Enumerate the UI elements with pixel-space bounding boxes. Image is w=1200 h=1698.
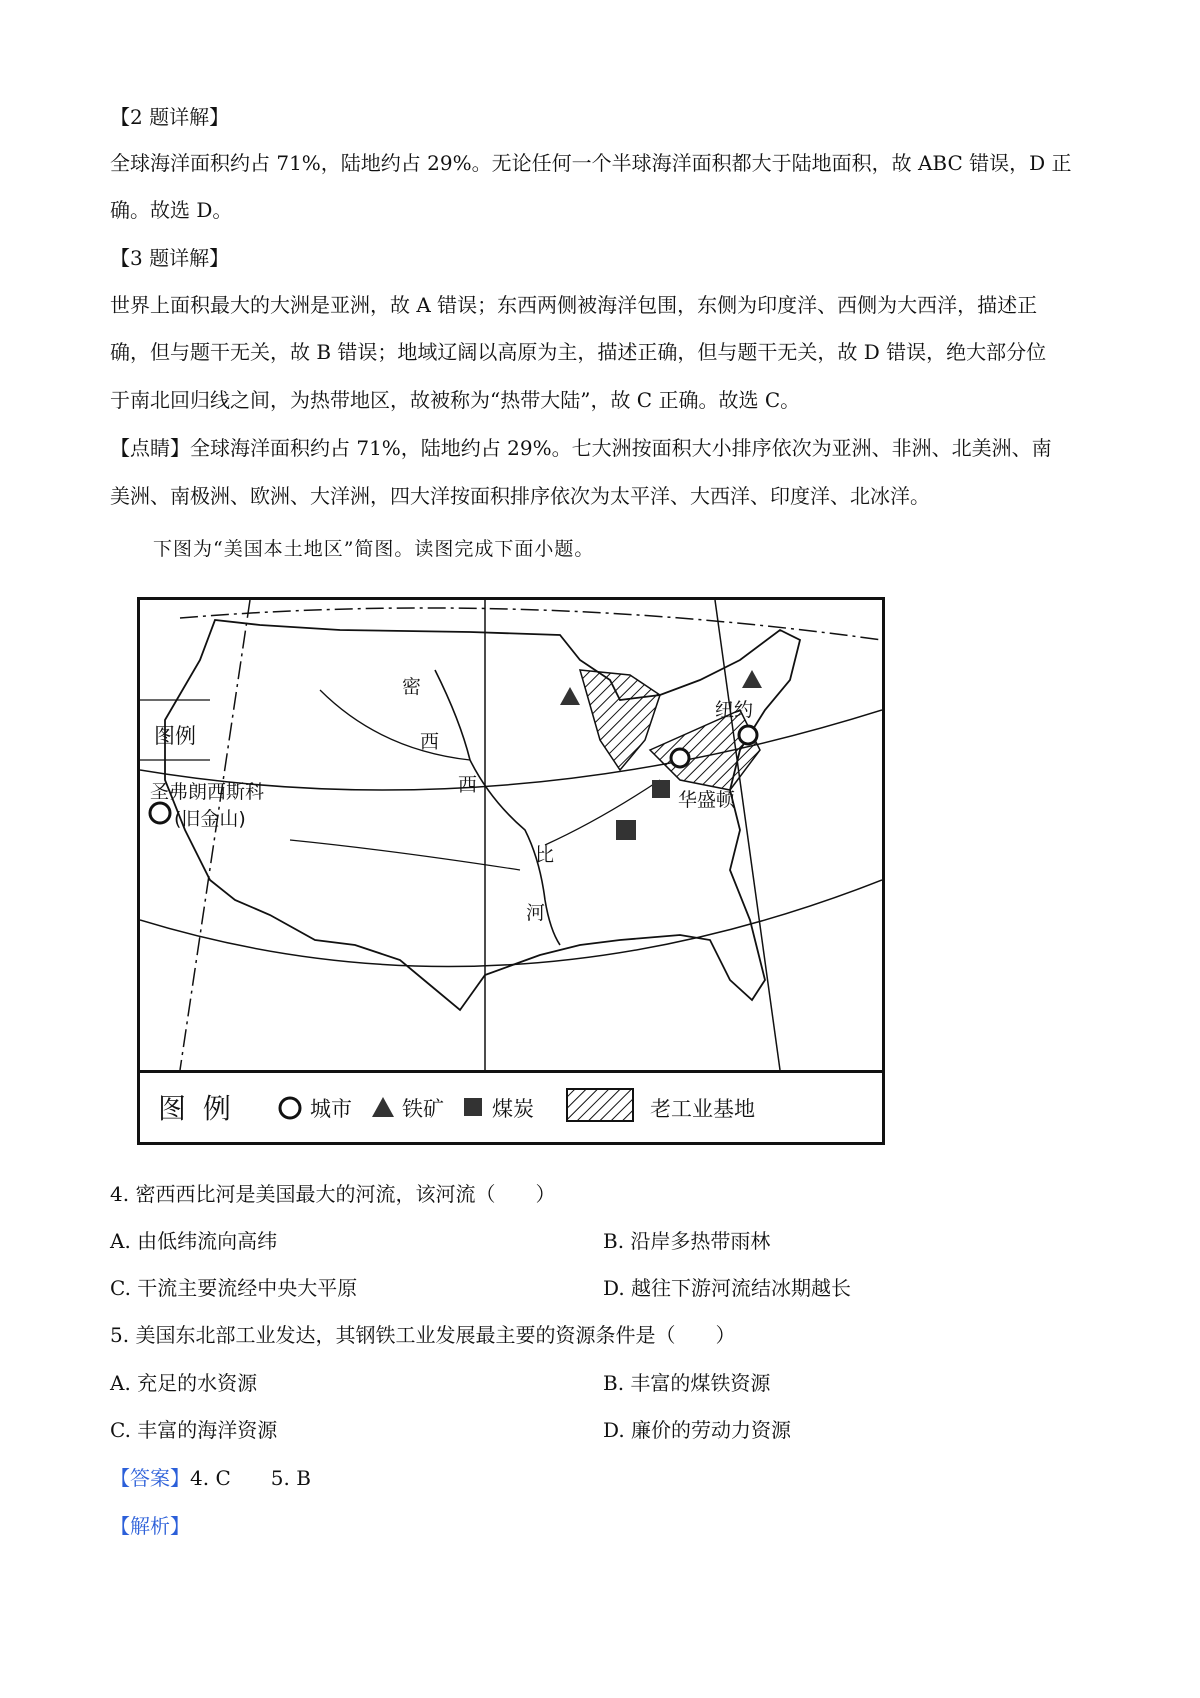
latitude-line [140,880,882,967]
river-label-char: 密 [402,676,422,698]
q3-text-line-1: 世界上面积最大的大洲是亚洲，故 A 错误；东西两侧被海洋包围，东侧为印度洋、西侧为大西洋，描述正 [110,293,1038,317]
iron-legend-icon [370,1095,396,1119]
inset-legend-title: 图例 [154,724,196,748]
answer-q5: 5. B [270,1466,311,1490]
q4-stem: 4. 密西西比河是美国最大的河流，该河流（ ） [110,1182,556,1206]
city-san-francisco-marker [150,803,170,823]
map-intro: 下图为“美国本土地区”简图。读图完成下面小题。 [153,538,595,560]
legend-city-label: 城市 [310,1097,352,1121]
tip-line-2: 美洲、南极洲、欧洲、大洋洲，四大洋按面积排序依次为太平洋、大西洋、印度洋、北冰洋。 [110,484,930,508]
answer-label: 【答案】 [110,1466,190,1490]
q3-header: 【3 题详解】 [110,246,230,270]
missouri-river [320,690,470,760]
q5-stem: 5. 美国东北部工业发达，其钢铁工业发展最主要的资源条件是（ ） [110,1323,736,1347]
latitude-line [180,608,882,640]
q5-option-d[interactable]: D. 廉价的劳动力资源 [603,1418,792,1442]
label-new-york: 纽约 [715,699,754,721]
legend-title: 图 例 [158,1092,235,1125]
q4-option-c[interactable]: C. 干流主要流经中央大平原 [110,1276,358,1300]
meridian-line [180,600,250,1070]
coal-marker [652,780,670,798]
iron-ore-marker [742,670,762,688]
usa-outline [165,620,800,1010]
coal-marker [616,820,636,840]
tip-line-1: 【点睛】全球海洋面积约占 71%，陆地约占 29%。七大洲按面积大小排序依次为亚洲、非洲、北美洲、南 [110,436,1052,460]
usa-map-figure [137,597,885,1145]
q5-option-a[interactable]: A. 充足的水资源 [110,1371,258,1395]
old-base-legend-icon [565,1087,635,1123]
q5-option-c[interactable]: C. 丰富的海洋资源 [110,1418,278,1442]
q2-text-line-1: 全球海洋面积约占 71%，陆地约占 29%。无论任何一个半球海洋面积都大于陆地面积，故 ABC 错误，D 正 [110,151,1072,175]
river-label-char: 比 [535,844,555,866]
legend-coal-label: 煤炭 [492,1097,534,1121]
river-label-char: 西 [420,731,440,753]
answer-q4: 4. C [190,1466,231,1490]
meridian-line [715,600,780,1070]
q4-option-b[interactable]: B. 沿岸多热带雨林 [603,1229,771,1253]
q5-option-b[interactable]: B. 丰富的煤铁资源 [603,1371,771,1395]
great-lakes-industrial-zone [580,670,660,770]
northeast-industrial-zone [650,710,760,790]
city-new-york-marker [739,726,757,744]
map-drawing [140,600,882,1070]
map-legend [140,1070,882,1142]
coal-legend-icon [462,1096,484,1118]
legend-old-base-label: 老工业基地 [650,1097,755,1121]
q2-text-line-2: 确。故选 D。 [110,198,233,222]
river-label-char: 西 [458,774,478,796]
answer-line [110,1464,311,1492]
q3-text-line-3: 于南北回归线之间，为热带地区，故被称为“热带大陆”，故 C 正确。故选 C。 [110,388,801,412]
label-san-francisco-old: (旧金山) [174,808,246,830]
label-san-francisco: 圣弗朗西斯科 [150,781,265,803]
city-legend-icon [275,1093,305,1123]
q4-option-d[interactable]: D. 越往下游河流结冰期越长 [603,1276,852,1300]
q2-header: 【2 题详解】 [110,105,230,129]
iron-ore-marker [560,687,580,705]
legend-iron-label: 铁矿 [402,1097,444,1121]
river-label-char: 河 [526,902,546,924]
ohio-river [545,780,660,845]
label-washington: 华盛顿 [678,789,736,811]
analysis-label: 【解析】 [110,1514,190,1538]
city-pittsburgh-marker [671,749,689,767]
q4-option-a[interactable]: A. 由低纬流向高纬 [110,1229,278,1253]
q3-text-line-2: 确，但与题干无关，故 B 错误；地域辽阔以高原为主，描述正确，但与题干无关，故 D 错误，绝大部分位 [110,340,1047,364]
